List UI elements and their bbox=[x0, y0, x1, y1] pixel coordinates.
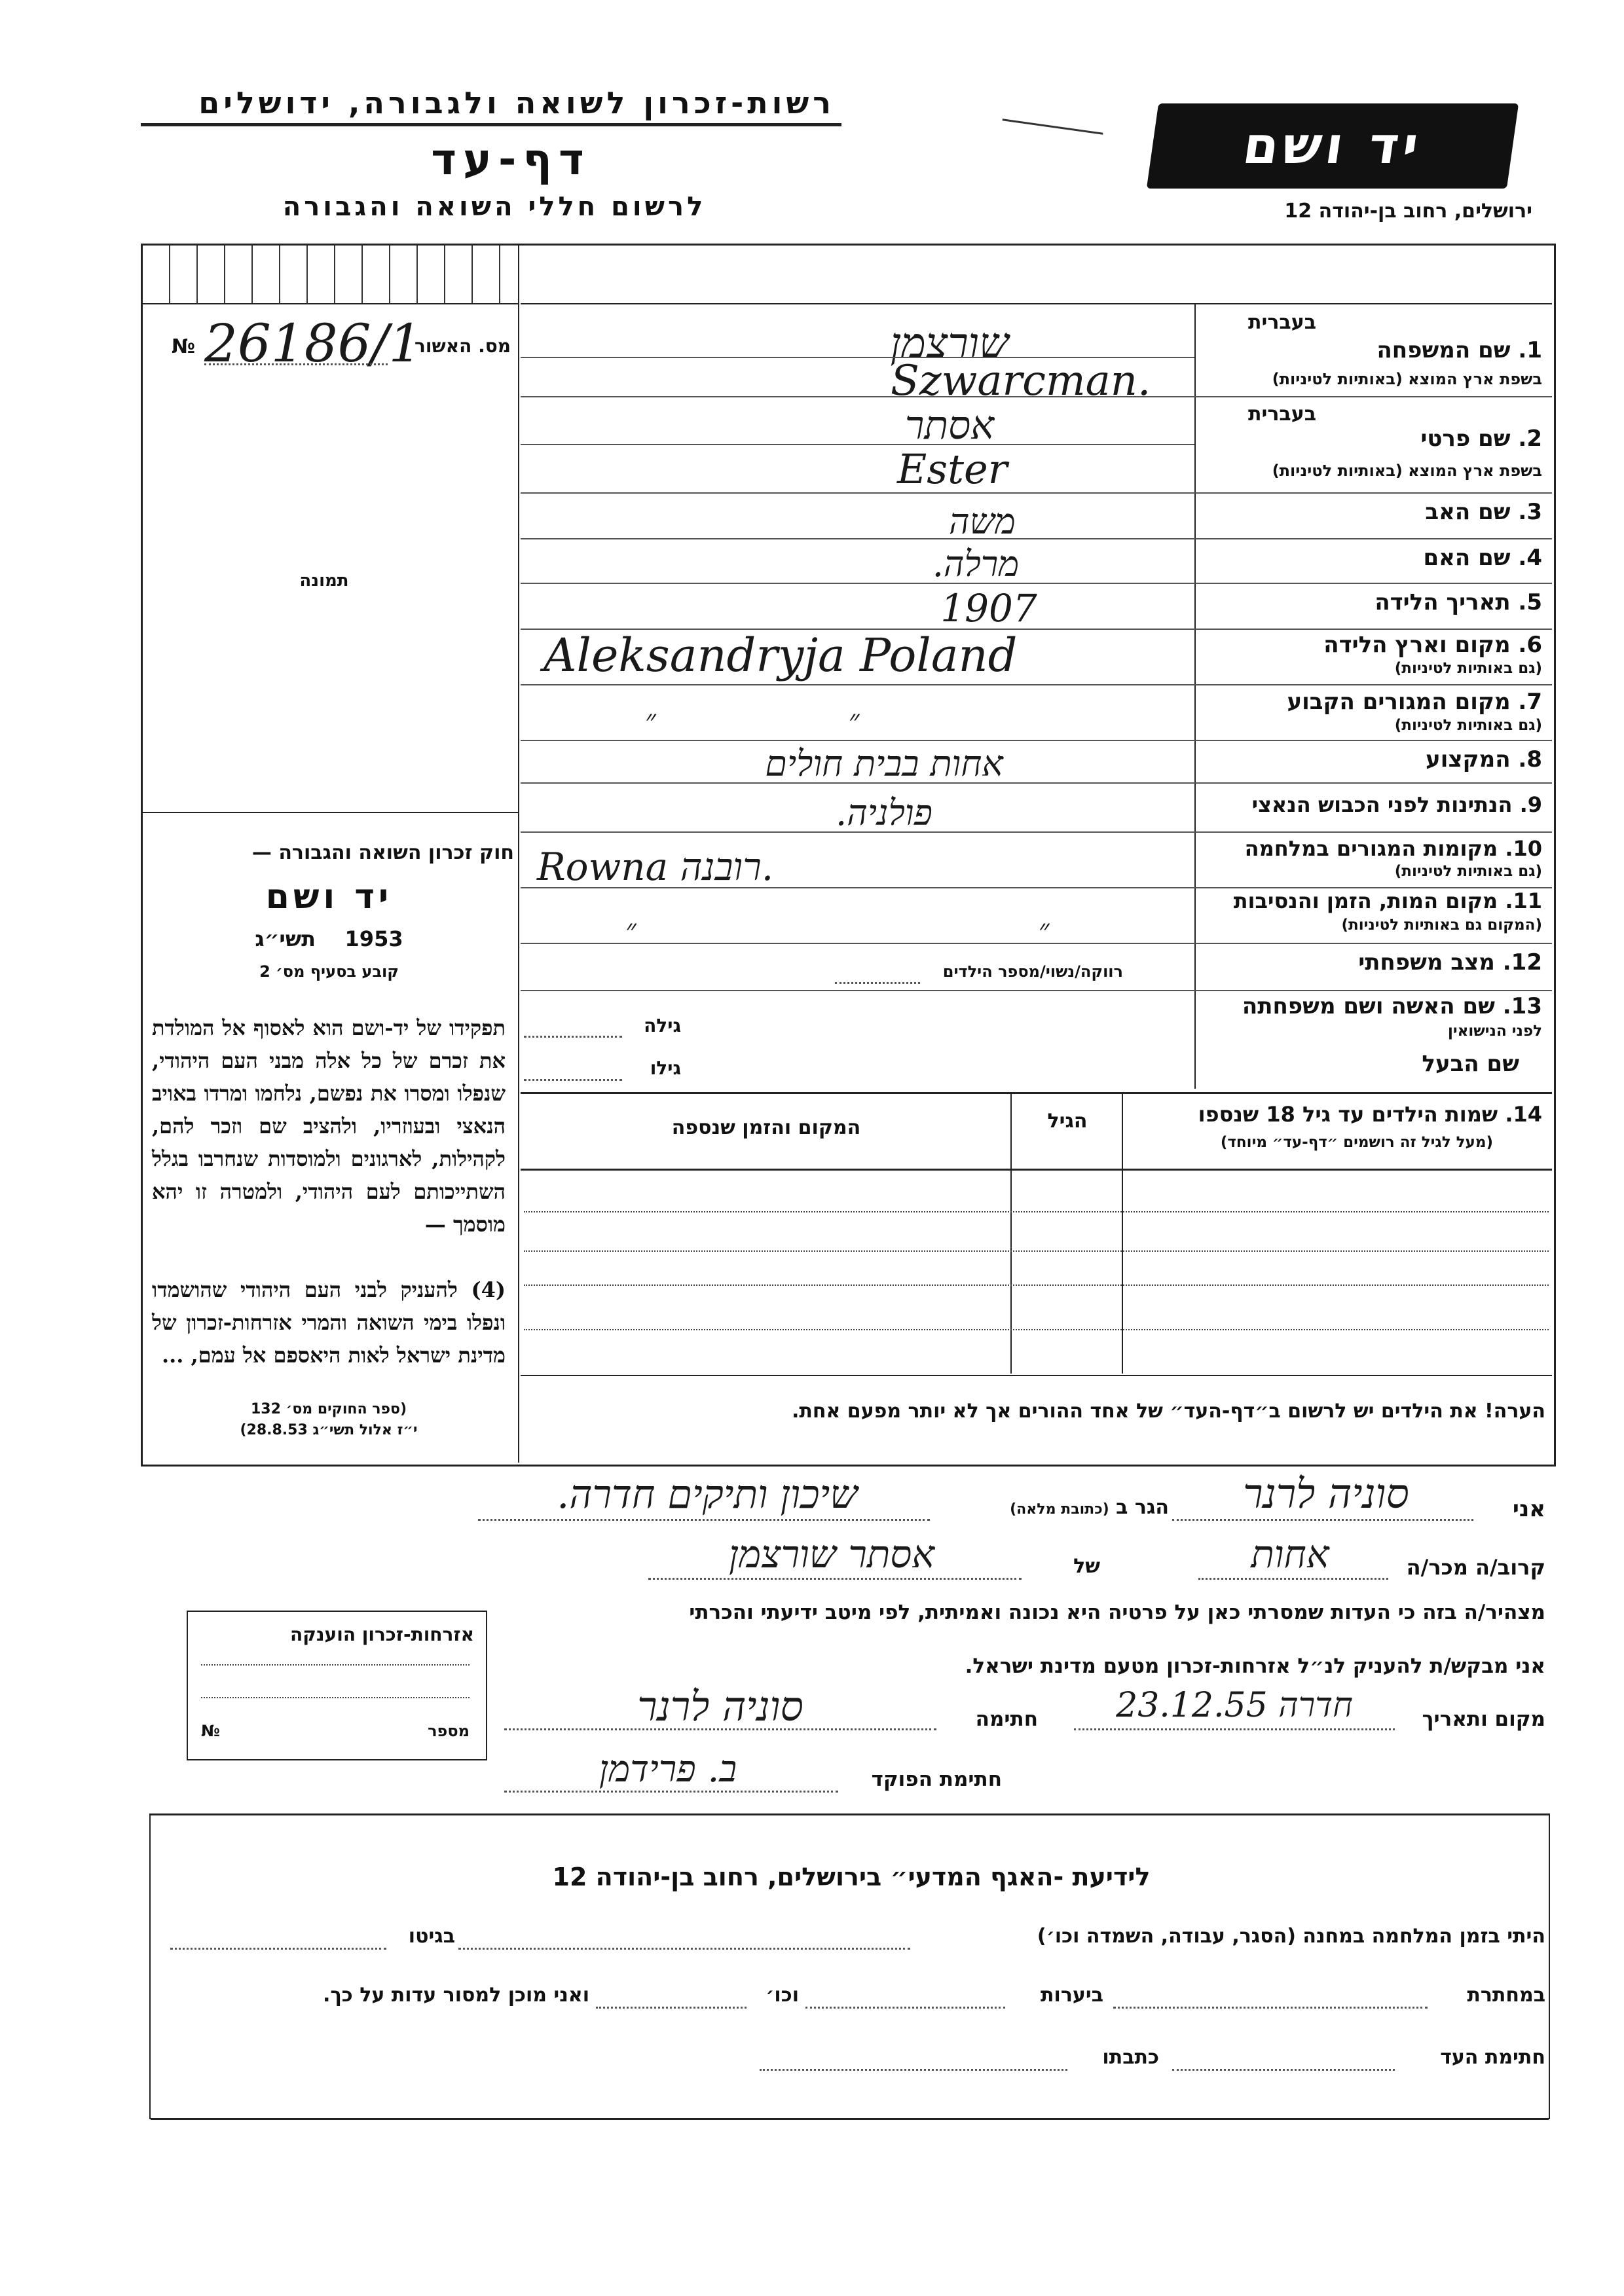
law-ref: (ספר החוקים מס׳ 132 bbox=[250, 1401, 407, 1417]
footer-line2-d: ואני מוכן למסור עדות על כך. bbox=[323, 1984, 589, 2007]
children-row-3 bbox=[524, 1285, 1549, 1286]
footer-line2-c: וכו׳ bbox=[766, 1984, 799, 2007]
signature-dots bbox=[504, 1728, 936, 1730]
field11-sub: (המקום גם באותיות לטיניות) bbox=[1341, 917, 1542, 934]
law-text: תפקידו של יד-ושם הוא לאסוף אל המולדת את זכרם של כל אלה מבני העם היהודי, שנפלו ומסרו את נפשם, נלחמו ומרדו באויב הנאצי ובעוזריו, ולהציב שם וזכר להם, לקהילות, לארגונים ולמוסדות שנחרבו בגלל השתייכותם לעם היהודי, ולמטרה זו יהא מוסמך — bbox=[152, 1015, 506, 1237]
footer-title: לידיעת -האגף המדעי״ בירושלים, רחוב בן-יהודה 12 bbox=[552, 1863, 1151, 1891]
relative-name[interactable]: אסתר שורצמן bbox=[728, 1532, 935, 1576]
field3-value[interactable]: משה bbox=[949, 501, 1016, 542]
field6-value[interactable]: Aleksandryja Poland bbox=[544, 629, 1018, 682]
logo-text: יד ושם bbox=[1239, 117, 1426, 175]
decl-of: של bbox=[1073, 1555, 1100, 1578]
children-col-age: הגיל bbox=[1047, 1110, 1088, 1133]
row1-top bbox=[1194, 303, 1552, 304]
footer-line2-a: במחתרת bbox=[1467, 1984, 1545, 2007]
citizenship-number-prefix: № bbox=[201, 1722, 220, 1740]
reg-no-value: 26186/1 bbox=[204, 313, 422, 374]
field11-name: מקום המות, הזמן והנסיבות bbox=[1233, 888, 1498, 913]
field11-value[interactable]: ״ ״ bbox=[625, 913, 1050, 947]
field9-value[interactable]: פולניה. bbox=[836, 792, 932, 833]
field8-value[interactable]: אחות בבית חולים bbox=[765, 743, 1003, 784]
law-year: 1953 bbox=[344, 926, 403, 951]
witness-name[interactable]: סוניה לרנר bbox=[1243, 1470, 1409, 1518]
field5-value[interactable]: 1907 bbox=[940, 586, 1037, 630]
field7-label bbox=[1198, 689, 1542, 715]
signature-label: חתימה bbox=[975, 1707, 1038, 1731]
decl-line1-mid bbox=[953, 1496, 1169, 1519]
field7-sub: (גם באותיות לטיניות) bbox=[1394, 717, 1542, 734]
field2-value-latin[interactable]: Ester bbox=[897, 445, 1008, 493]
field4-line bbox=[521, 583, 1552, 584]
field3-label bbox=[1198, 499, 1542, 525]
field1-value-latin[interactable]: Szwarcman. bbox=[891, 357, 1151, 405]
field10-value[interactable]: Rowna רובנה. bbox=[537, 845, 774, 889]
form-subtitle: לרשום חללי השואה והגבורה bbox=[282, 192, 707, 222]
field5-name: תאריך הלידה bbox=[1375, 589, 1511, 615]
field9-num: 9. bbox=[1519, 792, 1542, 817]
field13-dots bbox=[524, 1036, 622, 1038]
decl-lives-in: הגר ב bbox=[1116, 1496, 1169, 1519]
field3-line bbox=[521, 538, 1552, 539]
law-date: י״ז אלול תשי״ג 28.8.53) bbox=[240, 1422, 418, 1438]
reg-no-prefix: № bbox=[172, 335, 196, 358]
decl-line4: אני מבקש/ת להעניק לנ״ל אזרחות-זכרון מטעם מדינת ישראל. bbox=[965, 1654, 1545, 1678]
children-num: 14. bbox=[1505, 1102, 1542, 1127]
place-date-value[interactable]: חדרה 23.12.55 bbox=[1116, 1686, 1353, 1725]
children-col-sep-2 bbox=[1010, 1092, 1012, 1374]
field6-name: מקום וארץ הלידה bbox=[1323, 632, 1511, 658]
field10-label bbox=[1198, 836, 1542, 861]
children-row-1 bbox=[524, 1211, 1549, 1212]
husband-label: שם הבעל bbox=[1422, 1051, 1519, 1077]
law-year-heb: תשי״ג bbox=[255, 926, 316, 951]
footer-line1-b: בגיטו bbox=[408, 1925, 455, 1948]
footer-left-edge bbox=[149, 1813, 151, 2119]
officer-dots bbox=[504, 1791, 838, 1793]
signature-value[interactable]: סוניה לרנר bbox=[637, 1683, 803, 1730]
law-title: חוק זכרון השואה והגבורה — bbox=[251, 841, 514, 864]
husband-value[interactable]: גילו bbox=[650, 1057, 681, 1079]
children-head-bottom bbox=[521, 1169, 1552, 1171]
children-col-sep-1 bbox=[1122, 1092, 1123, 1374]
label-column-divider bbox=[1194, 303, 1196, 1089]
field8-num: 8. bbox=[1518, 746, 1542, 773]
decorative-dash bbox=[1003, 118, 1103, 135]
footer-line1-dots-a bbox=[458, 1948, 910, 1950]
field12-value[interactable]: רווקה/נשוי/מספר הילדים bbox=[942, 962, 1123, 981]
field11-num: 11. bbox=[1505, 888, 1542, 913]
field4-name: שם האם bbox=[1423, 545, 1511, 571]
law-year-line bbox=[144, 926, 514, 951]
reg-no-label: מס. האשור bbox=[415, 335, 511, 357]
form-title: דף-עד bbox=[431, 134, 591, 185]
field13-sub: לפני הנישואין bbox=[1448, 1023, 1542, 1040]
children-bottom bbox=[521, 1375, 1552, 1376]
left-column-divider bbox=[518, 246, 519, 1463]
field3-name: שם האב bbox=[1425, 499, 1511, 525]
witness-address-dots bbox=[478, 1519, 930, 1521]
field8-name: המקצוע bbox=[1426, 746, 1511, 773]
decl-address-hint: (כתובת מלאה) bbox=[1010, 1501, 1109, 1518]
field10-name: מקומות המגורים במלחמה bbox=[1244, 836, 1498, 861]
field12-label bbox=[1198, 949, 1542, 975]
place-date-label: מקום ותאריך bbox=[1422, 1707, 1545, 1731]
org-line: רשות-זכרון לשואה ולגבורה, ידושלים bbox=[198, 85, 835, 120]
field4-label bbox=[1198, 545, 1542, 571]
field2-label bbox=[1198, 426, 1542, 452]
citizenship-box bbox=[187, 1611, 487, 1760]
field12-dots bbox=[835, 982, 920, 984]
children-top bbox=[521, 1092, 1552, 1094]
field13-num: 13. bbox=[1502, 993, 1542, 1019]
footer-separator bbox=[151, 1813, 1549, 1815]
field12-name: מצב משפחתי bbox=[1358, 949, 1495, 975]
children-sub: (מעל לגיל זה רושמים ״דף-עד״ מיוחד) bbox=[1220, 1134, 1493, 1151]
field9-line bbox=[521, 831, 1552, 833]
field4-num: 4. bbox=[1518, 545, 1542, 571]
field13-value[interactable]: גילה bbox=[644, 1015, 681, 1036]
field11-label bbox=[1198, 888, 1542, 913]
field1-num: 1. bbox=[1518, 337, 1542, 363]
relative-name-dots bbox=[648, 1578, 1022, 1580]
children-row-2 bbox=[524, 1250, 1549, 1252]
footer-line1-a: היתי בזמן המלחמה במחנה (הסגר, עבודה, השמדה וכו׳) bbox=[1037, 1925, 1545, 1948]
footer-line3-dots-b bbox=[760, 2069, 1067, 2071]
field8-line bbox=[521, 782, 1552, 784]
witness-name-dots bbox=[1172, 1519, 1473, 1521]
header-address: ירושלים, רחוב בן-יהודה 12 bbox=[1284, 200, 1532, 223]
footer-line3-dots-a bbox=[1172, 2069, 1395, 2071]
field1-tag: בעברית bbox=[1248, 311, 1316, 334]
officer-label: חתימת הפוקד bbox=[871, 1768, 1002, 1791]
relation-dots bbox=[1198, 1578, 1388, 1580]
footer-line1-dots-b bbox=[170, 1948, 386, 1950]
field3-num: 3. bbox=[1518, 499, 1542, 525]
decl-line3: מצהיר/ה בזה כי העדות שמסרתי כאן על פרטיה היא נכונה ואמיתית, לפי מיטב ידיעתי והכרתי bbox=[689, 1601, 1545, 1624]
witness-address[interactable]: שיכון ותיקים חדרה. bbox=[557, 1472, 858, 1518]
field5-label bbox=[1198, 589, 1542, 615]
field1-name: שם המשפחה bbox=[1376, 337, 1511, 363]
footer-line2-dots-b bbox=[805, 2007, 1005, 2009]
husband-dots bbox=[524, 1079, 622, 1081]
footer-right-edge bbox=[1549, 1813, 1550, 2119]
citizenship-number-line bbox=[201, 1722, 470, 1740]
children-row-4 bbox=[524, 1329, 1549, 1330]
field2-sub: בשפת ארץ המוצא (באותיות לטיניות) bbox=[1272, 462, 1542, 480]
children-title: שמות הילדים עד גיל 18 שנספו bbox=[1198, 1102, 1498, 1127]
field8-label bbox=[1198, 746, 1542, 773]
field10-num: 10. bbox=[1505, 836, 1542, 861]
children-col-place: המקום והזמן שנספה bbox=[671, 1116, 861, 1139]
top-cell-strip bbox=[143, 246, 518, 304]
decl-line2-prefix: קרוב/ה מכר/ה bbox=[1406, 1555, 1545, 1580]
footer-line3-b: כתבתו bbox=[1102, 2046, 1159, 2069]
field5-num: 5. bbox=[1518, 589, 1542, 615]
field9-label bbox=[1198, 792, 1542, 817]
reg-no-dots bbox=[204, 363, 388, 365]
field2-name: שם פרטי bbox=[1420, 426, 1511, 452]
field1-sub: בשפת ארץ המוצא (באותיות לטיניות) bbox=[1272, 370, 1542, 388]
footer-line3-a: חתימת העד bbox=[1440, 2046, 1545, 2069]
citizenship-dots-1 bbox=[201, 1664, 470, 1666]
field13-label bbox=[1198, 993, 1542, 1019]
field13-name: שם האשה ושם משפחתה bbox=[1242, 993, 1495, 1019]
field12-line bbox=[521, 990, 1552, 991]
field11-line bbox=[521, 943, 1552, 944]
field1-value-heb[interactable]: שורצמן bbox=[890, 319, 1009, 368]
field1-line-b bbox=[521, 396, 1552, 397]
field7-value[interactable]: ״ ״ bbox=[645, 704, 860, 737]
field7-name: מקום המגורים הקבוע bbox=[1287, 689, 1511, 715]
relation[interactable]: אחות bbox=[1251, 1532, 1329, 1576]
photo-label: תמונה bbox=[299, 571, 349, 591]
field2-tag: בעברית bbox=[1248, 403, 1316, 426]
law-clause: (4) להעניק לבני העם היהודי שהושמדו ונפלו בימי השואה והמרי אזרחות-זכרון של מדינת ישראל לאות היאספם אל עמם, ... bbox=[152, 1277, 506, 1368]
field6-label bbox=[1198, 632, 1542, 658]
field10-sub: (גם באותיות לטיניות) bbox=[1394, 863, 1542, 880]
law-name: יד ושם bbox=[265, 877, 393, 917]
logo bbox=[1147, 103, 1519, 189]
decl-line1-prefix: אני bbox=[1512, 1496, 1545, 1522]
photo-box-bottom bbox=[143, 812, 518, 813]
field7-line bbox=[521, 740, 1552, 741]
citizenship-number-label: מספר bbox=[428, 1722, 470, 1740]
citizenship-dots-2 bbox=[201, 1697, 470, 1698]
note: הערה! את הילדים יש לרשום ב״דף-העד״ של אחד ההורים אך לא יותר מפעם אחת. bbox=[792, 1400, 1545, 1423]
field2-num: 2. bbox=[1518, 426, 1542, 452]
place-date-dots bbox=[1074, 1728, 1395, 1730]
footer-line2-dots-c bbox=[596, 2007, 747, 2009]
footer-bottom bbox=[151, 2118, 1549, 2120]
field6-line bbox=[521, 684, 1552, 685]
field6-sub: (גם באותיות לטיניות) bbox=[1394, 660, 1542, 677]
field7-num: 7. bbox=[1518, 689, 1542, 715]
field2-value-heb[interactable]: אסתר bbox=[904, 403, 995, 448]
footer-line2-dots-a bbox=[1113, 2007, 1428, 2009]
field6-num: 6. bbox=[1518, 632, 1542, 658]
field4-value[interactable]: מרלה. bbox=[932, 543, 1020, 585]
citizenship-title: אזרחות-זכרון הוענקה bbox=[290, 1624, 474, 1645]
field12-num: 12. bbox=[1502, 949, 1542, 975]
officer-signature[interactable]: ב. פרידמן bbox=[599, 1748, 737, 1791]
org-underline bbox=[141, 123, 841, 126]
footer-line2-b: ביערות bbox=[1041, 1984, 1103, 2007]
law-section: קובע בסעיף מס׳ 2 bbox=[259, 962, 399, 981]
field1-label bbox=[1198, 337, 1542, 363]
field9-name: הנתינות לפני הכבוש הנאצי bbox=[1251, 792, 1513, 817]
field2-line-b bbox=[521, 492, 1552, 494]
children-label bbox=[1126, 1102, 1542, 1127]
